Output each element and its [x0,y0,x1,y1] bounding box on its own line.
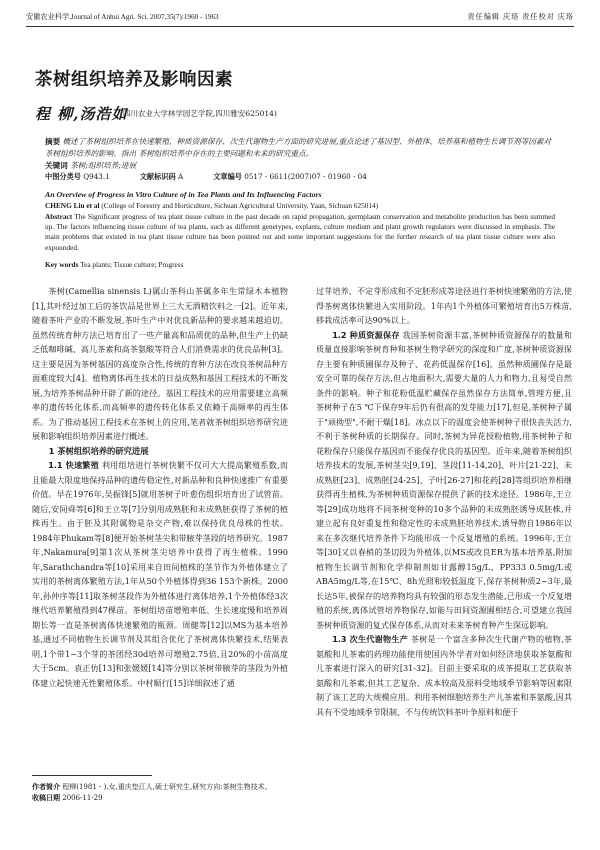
section-1-2-paragraph [316,328,572,633]
english-author-names: CHENG Liu et al [45,201,100,210]
abstract-cn [45,136,555,172]
english-abstract-text: The Significant progress of tea plant tissue culture in the past decade on rapid propagation, germplasm conservation and metabolite production has been summed up. The factors influencing tissue culture of tea plants, such as different genetypes, explants, culture medium and plant growth regulators were discussed in emphasis. The main problems that existed in tea plant tissue culture has been pointed out and some important suggestions for the further research of tea plant tissue culture were also expounded. [45,212,555,252]
section-1-heading: 1 茶树组织培养的研究进展 [48,445,149,456]
english-authors [45,201,555,210]
body-column-right [316,284,572,719]
english-keywords [45,260,183,269]
article-no-value: 0517 - 6611(2007)07 - 01960 - 04 [244,172,367,181]
clc-value: Q943.1 [83,172,110,181]
section-1-3-paragraph [316,632,572,719]
intro-paragraph: 茶树(Camellia sinensis L)属山茶科山茶属多年生常绿木本植物[1],其叶经过加工后的茶饮品是世界上三大无酒精饮料之一[2]。近年来,随着茶叶产业的不断发展,茶叶生产中对优良新品种的要求越来越迫切。虽然传统育种方法已培育出了一些产量高和品质优的品种,但生产上仍缺乏低咖啡碱、高儿茶素和高茶氨酸等符合人们消费需求的优良品种[3]。这主要是因为茶树基因的高度杂合性,传统的育种方法在改良茶树品种方面难度较大[4]。植物离体再生技术的日益成熟和基因工程技术的不断发展,为培养茶树品种开辟了新的途径。基因工程技术的应用需要建立高频率的遗传转化体系,而高频率的遗传转化体系又依赖于高频率的再生体系。为了推动基因工程技术在茶树上的应用,笔者就茶树组织培养研究进展和影响组织培养因素进行概述。 [32,286,288,441]
article-title: 茶树组织培养及影响因素 [35,70,233,90]
english-abstract [45,212,555,253]
section-1-2-text: 我国茶树资源丰富,茶树种质资源保存的数量和质量直接影响茶树育种和茶树生物学研究的深度和广度,茶树种质资源保存主要有种质圃保存及种子、花药低温保存[16]。虽然种质圃保存是最安全可靠的保存方法,但占地面积大,需要大量的人力和物力,且易受自然条件的影响。种子和花粉低温贮藏保存虽然保存方法简单,管理方便,且茶树种子在5 ℃下保存9年后仍有很高的发芽能力[17],但是,茶树种子属于"顽拗型",不耐干燥[18]。冰点以下的温度会使茶树种子很快丧失活力,不利于茶树种质的长期保存。同时,茶树为异花授粉植物,用茶树种子和花粉保存只能保存基因而不能保存优良的基因型。近年来,随着茶树组织培养技术的发展,茶树茎尖[9,19]、茎段[11-14,20]、叶片[21-22]、未成熟胚[23]、成熟胚[24-25]、子叶[26-27]和花药[28]等组织培养相继获得再生植株,为茶树种质资源保存提供了新的技术途径。1986年,王立等[29]成功地将不同茶树变种的10多个品种的未成熟胚诱导成胚株,并建立起有良好重复性和稳定性的未成熟胚培养技术,诱导物自1986年以来在多次继代培养条件下均能形成一个反复增殖的系统。1996年,王立等[30]又以春梢的茎切段为外植体,以MS或改良ER为基本培养基,附加植物生长调节剂和化学抑制剂如甘露醇15g/L、PP333 0.5mg/L或ABA5mg/L等,在15℃、8h光照和较低温度下,保存茶树种质2~3年,最长达5年,被保存的培养物均具有较强的形态发生潜能,已形成一个反复增殖的系统,离体试管培养物保存,如能与田间资源圃相结合,可望建立我国茶树种质资源的复式保存体系,从而对未来茶树育种产生深远影响。 [316,329,572,630]
abstract-cn-label: 摘要 [45,137,61,146]
section-1-1-text: 利用组培进行茶树快繁不仅可大大提高繁殖系数,而且能最大限度地保持品种的遗传稳定性,对新品种和良种快速推广有重要价值。早在1976年,吴振锋[5]就用茶树子叶愈伤组织培育出了试管苗。随后,安间舜等[6]和王立等[7]分别用成熟胚和未成熟胚获得了茶树的植株再生。由于胚及其附属物是杂交产物,难以保持优良母株的性状。1984年Phukam等[8]便开始茶树茎尖和带腋芽茎段的培养研究。1987年,Nakamura[9]第1次从茶树茎尖培养中获得了再生植株。1990年,Sarathchandra等[10]采用来自田间植株的茎节作为外植体建立了实用的茶树离体繁殖方法,1年从50个外植体得到36 153个新株。2000年,孙仲序等[11]取茶树茎段作为外植体进行离体培养,1个外植体经3次继代培养繁殖得到47棵苗。茶树组培苗增殖率低、生长速度慢和培养周期长等一直是茶树离体快速繁殖的瓶颈。周健等[12]以MS为基本培养基,通过不同植物生长调节剂及其组合优化了茶树离体快繁技术,结果表明,1个带1~3个芽的茶团经30d培养可增殖2.75倍,且20%的小苗高度大于5cm。袁正仿[13]和张媛媛[14]等分别以茶树带腋芽的茎段为外植体建立起快速无性繁殖体系。中村顺行[15]详细叙述了通 [32,460,288,688]
body-column-left [32,284,288,690]
editor-credits: 责任编辑 庆珞 责任校对 庆珞 [467,13,574,21]
section-1-1-heading: 1.1 快速繁殖 [48,460,99,470]
doc-code-label: 文献标识码 [139,172,176,181]
footnote [32,782,292,804]
english-keywords-label: Key words [45,260,79,269]
english-keywords-text: Tea plants; Tissue culture; Progress [80,260,184,269]
received-date: 2006-11-29 [62,794,103,802]
section-1-2-heading: 1.2 种质资源保存 [332,329,400,340]
keywords-cn: 茶树;组织培养;进展 [70,161,137,170]
english-abstract-label: Abstract [45,212,73,221]
clc-label: 中图分类号 [45,172,81,181]
classification-row [45,172,367,182]
english-affiliation: (College of Forestry and Horticulture, Sichuan Agricultural University, Yaan, Sichuan 625014) [101,201,379,210]
author-affiliation: (四川农业大学林学园艺学院,四川雅安625014) [120,109,277,118]
running-header [26,10,574,24]
article-no-label: 文章编号 [213,172,242,181]
abstract-cn-text: 概述了茶树组织培养在快速繁殖、种质资源保存、次生代谢物生产方面的研究进展,重点论述了基因型、外植体、培养基和植物生长调节剂等因素对茶树组织培养的影响。指出 茶树组织培养中存在的主要问题和未来的研究重点。 [45,137,552,158]
author-bio-text: 程柳(1981 - ),女,重庆垫江人,硕士研究生,研究方向:茶树生物技术。 [62,783,272,791]
footnote-rule [32,775,152,776]
received-label: 收稿日期 [32,794,60,802]
article-authors: 程 柳,汤浩如 [35,105,128,123]
author-bio-label: 作者简介 [32,783,60,791]
journal-citation: 安徽农业科学,Journal of Anhui Agri. Sci. 2007,35(7):1960 - 1963 [26,13,219,21]
section-1-1-paragraph [32,458,288,690]
doc-code-value: A [177,172,184,181]
section-1-3-text: 茶树是一个富含多种次生代谢产物的植物,茶氨酸和儿茶素的药理功能使用使国内外学者对如何经济地获取茶氨酸和儿茶素进行深入的研究[31-32]。目前主要采取的成茶提取工艺获取茶氨酸和儿茶素,但其工艺复杂、成本较高及原料受地域季节影响等因素限制了该工艺的大规模应用。利用茶树细胞培养生产儿茶素和茶氨酸,因其具有不受地域季节限制、不与传统饮料茶叶争原料和便于 [316,634,572,717]
continued-paragraph: 过芽培养、不定芽形成和不定胚形成等途径进行茶树快速繁殖的方法,使得茶树离体快繁进入实用阶段。1年内1个外植体可繁殖培育出5万株苗,移栽成活率可达90%以上。 [316,286,572,325]
header-rule [26,26,574,27]
english-title: An Overview of Progress in Vitro Culture of in Tea Plants and Its Influencing Factors [45,190,322,199]
section-1-3-heading: 1.3 次生代谢物生产 [332,634,409,644]
keywords-cn-label: 关键词 [45,161,68,170]
